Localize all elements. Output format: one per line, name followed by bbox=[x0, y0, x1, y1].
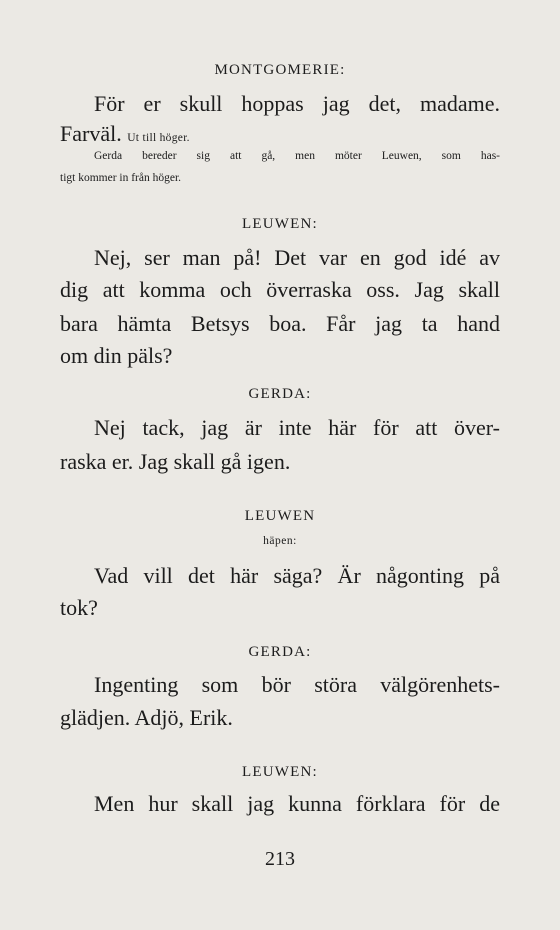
dialogue-line: raska er. Jag skall gå igen. bbox=[60, 449, 291, 474]
dialogue-line: om din päls? bbox=[60, 343, 173, 368]
dialogue-line: Nej tack, jag är inte här för att över- bbox=[94, 415, 500, 440]
dialogue-line: Nej, ser man på! Det var en god idé av bbox=[94, 245, 500, 270]
stage-direction-center: häpen: bbox=[263, 535, 297, 547]
speaker-gerda: GERDA: bbox=[248, 644, 312, 660]
dialogue-line: glädjen. Adjö, Erik. bbox=[60, 705, 233, 730]
page-number: 213 bbox=[265, 848, 295, 870]
speaker-leuwen: LEUWEN: bbox=[242, 764, 318, 780]
dialogue-line: tok? bbox=[60, 595, 98, 620]
dialogue-line: bara hämta Betsys boa. Får jag ta hand bbox=[60, 311, 500, 336]
speaker-montgomerie: MONTGOMERIE: bbox=[214, 62, 346, 78]
speaker-leuwen: LEUWEN: bbox=[242, 216, 318, 232]
dialogue-line: Ingenting som bör störa välgörenhets- bbox=[94, 672, 500, 697]
dialogue-line: Men hur skall jag kunna förklara för de bbox=[94, 791, 500, 816]
speaker-leuwen: LEUWEN bbox=[244, 508, 316, 524]
stage-direction-line: tigt kommer in från höger. bbox=[60, 172, 182, 184]
dialogue-line: Vad vill det här säga? Är någonting på bbox=[94, 563, 500, 588]
dialogue-line: dig att komma och överraska oss. Jag skall bbox=[60, 277, 500, 302]
speaker-gerda: GERDA: bbox=[248, 386, 312, 402]
stage-direction-line: Gerda bereder sig att gå, men möter Leuwen, som has- bbox=[94, 150, 500, 162]
dialogue-line: För er skull hoppas jag det, madame. bbox=[94, 91, 500, 116]
dialogue-text: Farväl. bbox=[60, 121, 122, 146]
stage-direction-inline: Ut till höger. bbox=[127, 132, 190, 144]
